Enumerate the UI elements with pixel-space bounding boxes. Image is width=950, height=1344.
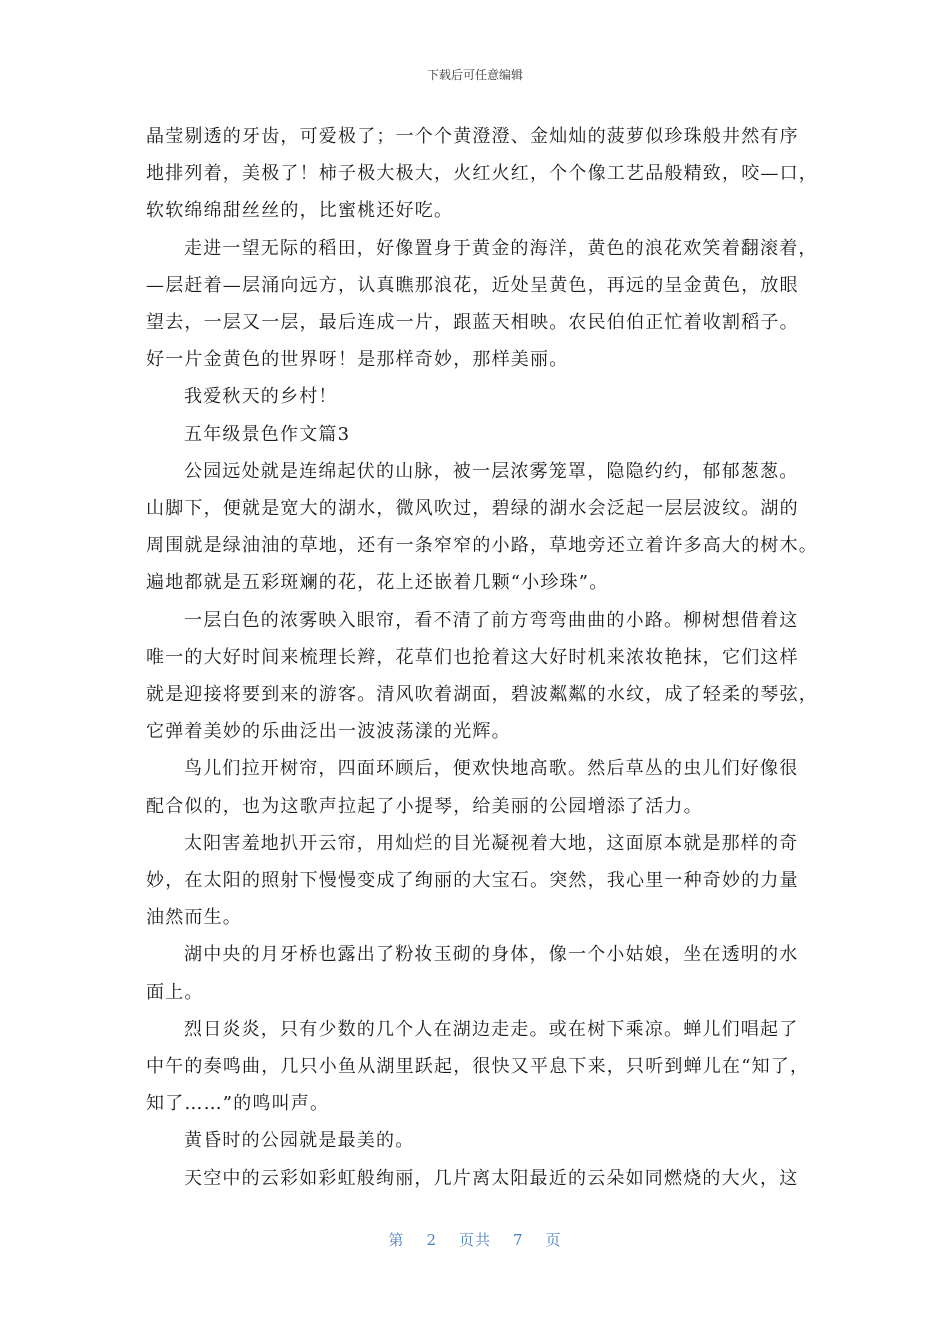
text-line: 软软绵绵甜丝丝的，比蜜桃还好吃。: [146, 200, 454, 222]
text-line: 鸟儿们拉开树帘，四面环顾后，便欢快地高歌。然后草丛的虫儿们好像很: [184, 758, 799, 780]
document-body: [146, 118, 818, 1197]
text-line: 烈日炎炎，只有少数的几个人在湖边走走。或在树下乘凉。蝉儿们唱起了: [184, 1018, 799, 1040]
footer-total-pages: 7: [513, 1231, 524, 1249]
text-line: —层赶着—层涌向远方，认真瞧那浪花，近处呈黄色，再远的呈金黄色，放眼: [146, 274, 799, 296]
text-line: 遍地都就是五彩斑斓的花，花上还嵌着几颗“小珍珠”。: [146, 572, 609, 594]
footer-suffix: 页: [545, 1231, 562, 1249]
text-line: 油然而生。: [146, 907, 242, 929]
page-header: 下载后可任意编辑: [426, 68, 523, 82]
text-line: 配合似的，也为这歌声拉起了小提琴，给美丽的公园增添了活力。: [146, 795, 703, 817]
text-line: 湖中央的月牙桥也露出了粉妆玉砌的身体，像一个小姑娘，坐在透明的水: [184, 944, 799, 966]
text-line: 天空中的云彩如彩虹般绚丽，几片离太阳最近的云朵如同燃烧的大火，这: [184, 1167, 799, 1189]
text-line: 山脚下，便就是宽大的湖水，微风吹过，碧绿的湖水会泛起一层层波纹。湖的: [146, 498, 799, 520]
text-line: 中午的奏鸣曲，几只小鱼从湖里跃起，很快又平息下来，只听到蝉儿在“知了，: [146, 1056, 810, 1078]
text-line: 我爱秋天的乡村！: [184, 386, 338, 408]
text-line: 唯一的大好时间来梳理长辫，花草们也抢着这大好时机来浓妆艳抹，它们这样: [146, 646, 799, 668]
footer-prefix: 第: [388, 1231, 405, 1249]
text-line: 走进一望无际的稻田，好像置身于黄金的海洋，黄色的浪花欢笑着翻滚着，: [184, 237, 818, 259]
text-line: 五年级景色作文篇3: [184, 423, 351, 445]
text-line: 就是迎接将要到来的游客。清风吹着湖面，碧波粼粼的水纹，成了轻柔的琴弦，: [146, 684, 818, 706]
text-line: 望去，一层又一层，最后连成一片，跟蓝天相映。农民伯伯正忙着收割稻子。: [146, 312, 799, 334]
text-line: 公园远处就是连绵起伏的山脉，被一层浓雾笼罩，隐隐约约，郁郁葱葱。: [184, 460, 799, 482]
footer-middle: 页共: [458, 1231, 491, 1249]
text-line: 它弹着美妙的乐曲泛出一波波荡漾的光辉。: [146, 721, 511, 743]
text-line: 地排列着，美极了！柿子极大极大，火红火红，个个像工艺品般精致，咬—口，: [146, 163, 818, 185]
page-footer: [0, 1229, 950, 1250]
text-line: 黄昏时的公园就是最美的。: [184, 1130, 415, 1152]
text-line: 一层白色的浓雾映入眼帘，看不清了前方弯弯曲曲的小路。柳树想借着这: [184, 609, 799, 631]
text-line: 太阳害羞地扒开云帘，用灿烂的目光凝视着大地，这面原本就是那样的奇: [184, 832, 799, 854]
text-line: 周围就是绿油油的草地，还有一条窄窄的小路，草地旁还立着许多高大的树木。: [146, 535, 818, 557]
footer-page-number: 2: [426, 1231, 437, 1249]
text-line: 好一片金黄色的世界呀！是那样奇妙，那样美丽。: [146, 349, 569, 371]
text-line: 面上。: [146, 981, 204, 1003]
text-line: 晶莹剔透的牙齿，可爱极了；一个个黄澄澄、金灿灿的菠萝似珍珠般井然有序: [146, 126, 799, 147]
text-line: 知了……”的鸣叫声。: [146, 1093, 330, 1115]
text-line: 妙，在太阳的照射下慢慢变成了绚丽的大宝石。突然，我心里一种奇妙的力量: [146, 870, 799, 892]
